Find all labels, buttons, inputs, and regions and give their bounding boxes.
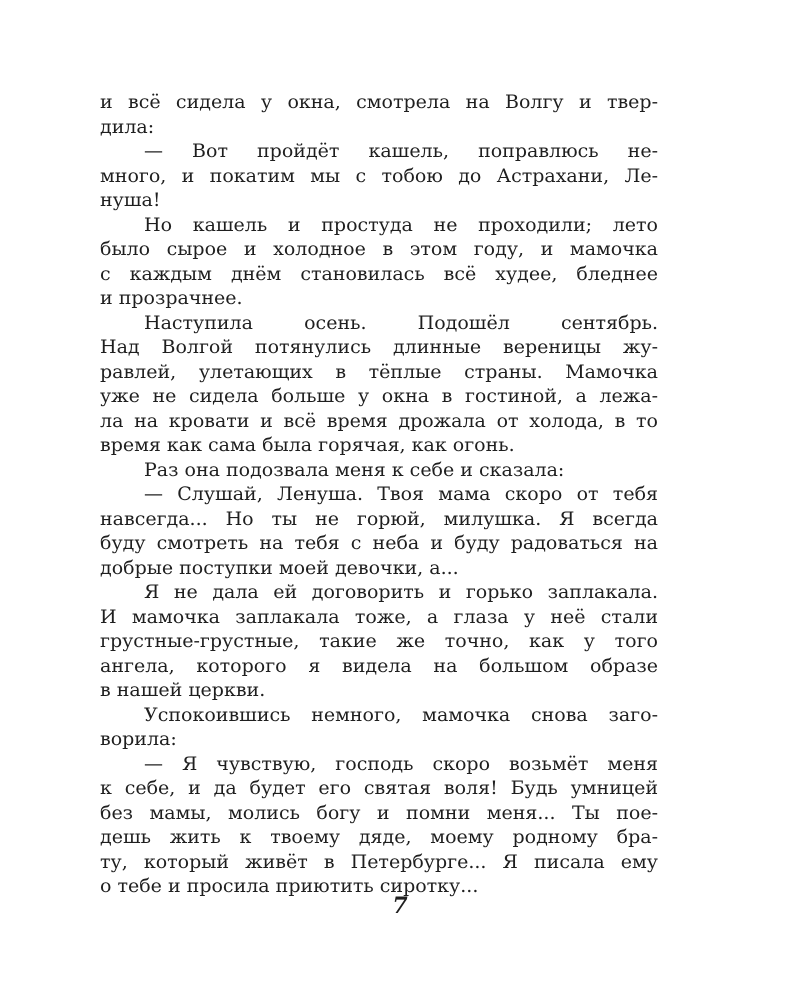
text-line: дила: bbox=[100, 115, 155, 138]
text-line: без мамы, молись богу и помни меня... Ты пое- bbox=[100, 801, 658, 824]
text-line: много, и покатим мы с тобою до Астрахани, Ле- bbox=[100, 164, 658, 187]
paragraph bbox=[100, 213, 658, 311]
text-line: Я не дала ей договорить и горько заплакала. bbox=[144, 581, 658, 603]
text-line: и всё сидела у окна, смотрела на Волгу и твер- bbox=[100, 91, 658, 113]
text-line: — Вот пройдёт кашель, поправлюсь не- bbox=[144, 140, 658, 162]
paragraph bbox=[100, 580, 658, 703]
text-line: нуша! bbox=[100, 189, 161, 211]
text-line: Раз она подозвала меня к себе и сказала: bbox=[144, 458, 565, 481]
paragraph bbox=[100, 703, 658, 752]
text-line: дешь жить к твоему дяде, моему родному бра- bbox=[100, 826, 658, 848]
text-line: ворила: bbox=[100, 728, 177, 750]
paragraph bbox=[100, 90, 658, 139]
paragraph bbox=[100, 458, 658, 483]
text-line: буду смотреть на тебя с неба и буду радоваться на bbox=[100, 532, 658, 554]
text-line: ангела, которого я видела на большом образе bbox=[100, 654, 658, 677]
text-line: И мамочка заплакала тоже, а глаза у неё стали bbox=[100, 605, 658, 628]
text-line: Над Волгой потянулись длинные вереницы жу- bbox=[100, 336, 658, 358]
text-line: к себе, и да будет его святая воля! Будь умницей bbox=[100, 777, 658, 799]
paragraph bbox=[100, 139, 658, 213]
text-line: с каждым днём становилась всё худее, бледнее bbox=[100, 262, 658, 285]
paragraph bbox=[100, 482, 658, 580]
text-line: ту, который живёт в Петербурге... Я писала ему bbox=[100, 850, 658, 873]
text-line: уже не сидела больше у окна в гостиной, а лежа- bbox=[100, 385, 658, 407]
text-line: Успокоившись немного, мамочка снова заго- bbox=[144, 703, 658, 726]
paragraph bbox=[100, 752, 658, 899]
text-line: и прозрачнее. bbox=[100, 287, 243, 309]
text-line: равлей, улетающих в тёплые страны. Мамочка bbox=[100, 360, 658, 383]
text-line: Наступила осень. Подошёл сентябрь. bbox=[144, 311, 658, 334]
text-line: Но кашель и простуда не проходили; лето bbox=[144, 213, 658, 236]
text-line: было сырое и холодное в этом году, и мамочка bbox=[100, 238, 658, 260]
text-line: время как сама была горячая, как огонь. bbox=[100, 434, 515, 456]
paragraph bbox=[100, 311, 658, 458]
page-text bbox=[100, 90, 658, 899]
text-line: навсегда... Но ты не горюй, милушка. Я всегда bbox=[100, 507, 658, 530]
text-line: добрые поступки моей девочки, а... bbox=[100, 556, 459, 579]
page-number: 7 bbox=[392, 893, 408, 919]
text-line: — Слушай, Ленуша. Твоя мама скоро от тебя bbox=[144, 483, 658, 505]
text-line: грустные-грустные, такие же точно, как у того bbox=[100, 630, 658, 652]
text-line: в нашей церкви. bbox=[100, 679, 266, 701]
text-line: — Я чувствую, господь скоро возьмёт меня bbox=[144, 752, 658, 775]
text-line: о тебе и просила приютить сиротку... bbox=[100, 875, 479, 897]
text-line: ла на кровати и всё время дрожала от холода, в то bbox=[100, 409, 658, 432]
